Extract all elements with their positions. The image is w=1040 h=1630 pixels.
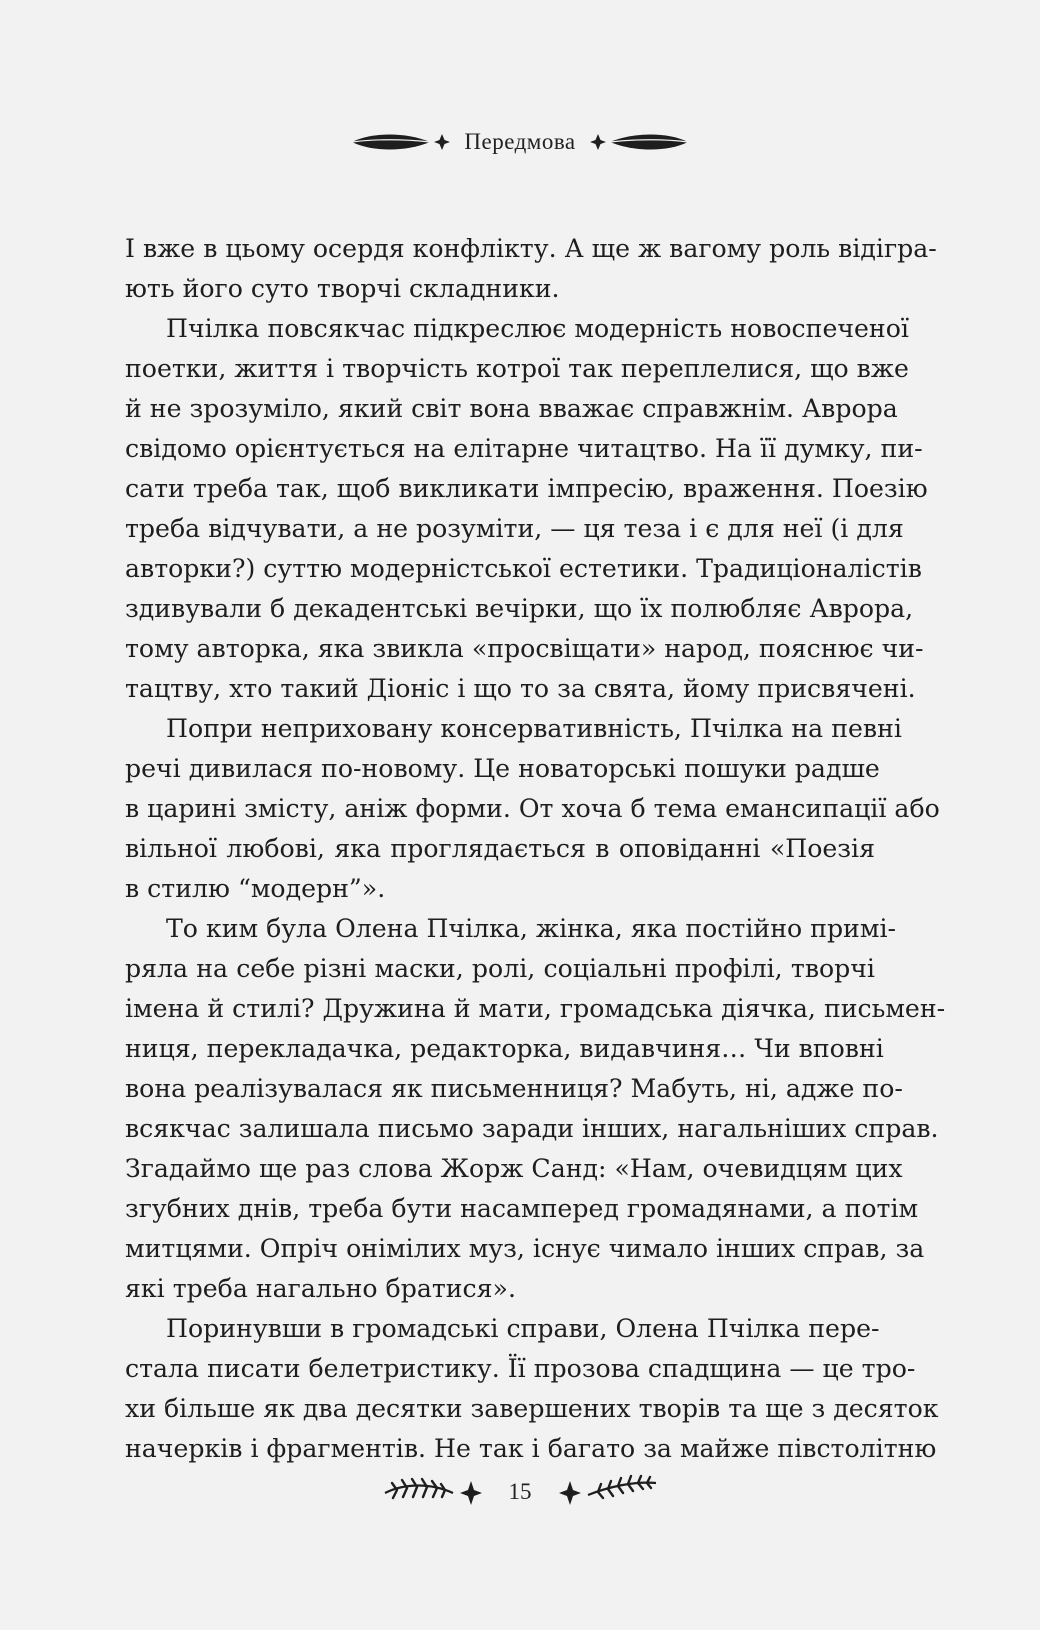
text-line: свідомо орієнтується на елітарне читацтво. На її думку, пи- bbox=[125, 434, 923, 463]
text-line: ряла на себе різні маски, ролі, соціальні профілі, творчі bbox=[125, 954, 875, 983]
text-line: в стилю “модерн”». bbox=[125, 874, 386, 903]
text-line: треба відчувати, а не розуміти, — ця теза і є для неї (і для bbox=[125, 514, 904, 543]
paragraph bbox=[125, 709, 940, 909]
text-line: То ким була Олена Пчілка, жінка, яка постійно примі- bbox=[166, 914, 897, 943]
text-line: авторки?) суттю модерністської естетики. Традиціоналістів bbox=[125, 554, 922, 583]
text-line: І вже в цьому осердя конфлікту. А ще ж вагому роль відігра- bbox=[125, 234, 937, 263]
text-line: начерків і фрагментів. Не так і багато за майже півстолітню bbox=[125, 1434, 937, 1463]
text-line: тому авторка, яка звикла «просвіщати» народ, пояснює чи- bbox=[125, 634, 924, 663]
page-footer bbox=[0, 1470, 1040, 1514]
text-line: стала писати белетристику. Її прозова спадщина — це тро- bbox=[125, 1354, 916, 1383]
text-line: згубних днів, треба бути насамперед громадянами, а потім bbox=[125, 1194, 919, 1223]
text-line: тацтву, хто такий Діоніс і що то за свята, йому присвячені. bbox=[125, 674, 916, 703]
text-line: вільної любові, яка проглядається в оповіданні «Поезія bbox=[125, 834, 875, 863]
text-line: сати треба так, щоб викликати імпресію, враження. Поезію bbox=[125, 474, 928, 503]
text-line: в царині змісту, аніж форми. От хоча б тема емансипації або bbox=[125, 794, 940, 823]
text-line: хи більше як два десятки завершених творів та ще з десяток bbox=[125, 1394, 939, 1423]
leaf-ornament-left-icon bbox=[350, 131, 450, 153]
paragraph bbox=[125, 1309, 939, 1469]
text-line: ниця, перекладачка, редакторка, видавчиня… Чи вповні bbox=[125, 1034, 884, 1063]
page-number: 15 bbox=[508, 1479, 532, 1504]
text-line: вона реалізувалася як письменниця? Мабуть, ні, адже по- bbox=[125, 1074, 903, 1103]
feather-ornament-left-icon bbox=[383, 1473, 483, 1511]
paragraph bbox=[125, 229, 937, 309]
body-text bbox=[125, 229, 946, 1469]
text-line: поетки, життя і творчість котрої так переплелися, що вже bbox=[125, 354, 909, 383]
text-line: які треба нагально братися». bbox=[125, 1274, 516, 1303]
feather-ornament-right-icon bbox=[558, 1473, 658, 1511]
running-header bbox=[0, 122, 1040, 162]
text-line: Попри неприховану консервативність, Пчілка на певні bbox=[166, 714, 902, 743]
text-line: всякчас залишала письмо заради інших, нагальніших справ. bbox=[125, 1114, 939, 1143]
text-line: ють його суто творчі складники. bbox=[125, 274, 560, 303]
text-line: митцями. Опріч онімілих муз, існує чимало інших справ, за bbox=[125, 1234, 925, 1263]
leaf-ornament-right-icon bbox=[590, 131, 690, 153]
text-line: Поринувши в громадські справи, Олена Пчілка пере- bbox=[166, 1314, 880, 1343]
text-line: й не зрозуміло, який світ вона вважає справжнім. Аврора bbox=[125, 394, 898, 423]
text-line: речі дивилася по-новому. Це новаторські пошуки радше bbox=[125, 754, 880, 783]
paragraph bbox=[125, 909, 946, 1309]
running-header-title: Передмова bbox=[464, 129, 576, 154]
paragraph bbox=[125, 309, 928, 709]
text-line: Згадаймо ще раз слова Жорж Санд: «Нам, очевидцям цих bbox=[125, 1154, 903, 1183]
text-line: імена й стилі? Дружина й мати, громадська діячка, письмен- bbox=[125, 994, 946, 1023]
text-line: Пчілка повсякчас підкреслює модерність новоспеченої bbox=[166, 314, 909, 343]
text-line: здивували б декадентські вечірки, що їх полюбляє Аврора, bbox=[125, 594, 914, 623]
